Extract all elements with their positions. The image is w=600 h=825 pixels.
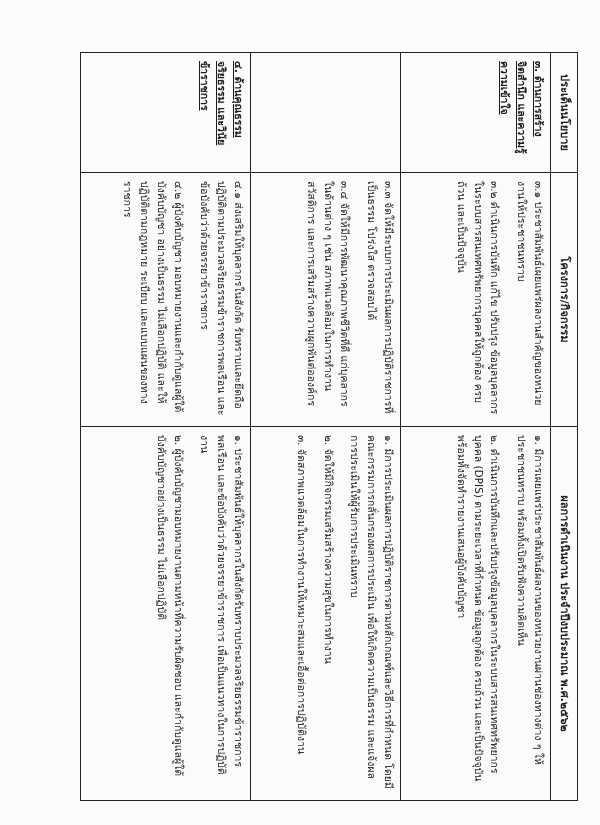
header-projects: โครงการ/กิจกรรม [551, 173, 578, 427]
table-row [251, 53, 401, 801]
rotated-table-wrapper [80, 52, 578, 800]
policy-cell [401, 53, 551, 173]
table-row [81, 53, 251, 801]
policy-cell [81, 53, 251, 173]
results-cell [81, 427, 251, 801]
projects-cell [81, 173, 251, 427]
result-item: ๑. มีการเผยแพร่ประชาสัมพันธ์ผลงานของหน่วยงานผ่านช่องทางต่าง ๆ ให้ประชาชนทราบ พร้อมทั้งเปิดรับฟังความคิดเห็น [515, 435, 544, 765]
header-policy: ประเด็นนโยบาย [551, 53, 578, 173]
project-item: ๓.๔ จัดให้มีการพัฒนาคุณภาพชีวิตที่ดี แก่บุคลากร ในด้านต่าง ๆ เช่น สภาพแวดล้อมในการทำงาน สวัสดิการ และการเสริมสร้างความผูกพันต่อองค์กร [304, 181, 351, 407]
results-cell [401, 427, 551, 801]
project-item: ๓.๑ ประชาสัมพันธ์เผยแพร่ผลงานสำคัญของหน่วยงานให้ประชาชนทราบ [515, 181, 544, 406]
projects-cell [251, 173, 401, 427]
result-item: ๓. จัดสภาพแวดล้อมในการทำงานให้เหมาะสมและเอื้อต่อการปฏิบัติงาน [294, 435, 307, 755]
result-item: ๑. ประชาสัมพันธ์ให้บุคลากรในสังกัดรับทราบประมวลจริยธรรมข้าราชการพลเรือน และข้อบังคับว่าด้วยจรรยาข้าราชการ เพื่อเป็นแนวทางในการปฏิบัติงาน [198, 435, 244, 775]
result-item: ๒. ผู้บังคับบัญชามอบหมายงานตามหน้าที่ความรับผิดชอบ และกำกับดูแลผู้ใต้บังคับบัญชาอย่างเป็นธรรม ไม่เลือกปฏิบัติ [154, 435, 184, 777]
results-cell [251, 427, 401, 801]
project-item: ๔.๒ ผู้บังคับบัญชา มอบหมายงานและกำกับดูแลผู้ใต้บังคับบัญชา อย่างเป็นธรรม ไม่เลือกปฏิบัติ และให้ปฏิบัติตามกฎหมาย ระเบียบ และแบบแผนของทางราชการ [121, 181, 184, 413]
project-item: ๓.๓ จัดให้มีระบบการประเมินผลการปฏิบัติราชการที่เป็นธรรม โปร่งใส ตรวจสอบได้ [365, 181, 394, 414]
projects-cell [401, 173, 551, 427]
result-item: ๒. จัดให้มีกิจกรรมเสริมสร้างความสุขในการทำงาน [321, 435, 334, 664]
policy-label: ๓. ด้านการสร้าง จิตสำนึก และความรู้ความเข้าใจ [498, 61, 544, 154]
project-item: ๔.๑ ส่งเสริมให้บุคลากรในสังกัด รับทราบและยึดถือปฏิบัติตามประมวลจริยธรรมข้าราชการพลเรือน และข้อบังคับว่าด้วยจรรยาข้าราชการ [198, 181, 244, 416]
result-item: ๑. มีการประเมินผลการปฏิบัติราชการตามหลักเกณฑ์และวิธีการที่กำหนด โดยมีคณะกรรมการกลั่นกรองผลการประเมิน เพื่อให้เกิดความเป็นธรรม และแจ้งผลการประเมินให้ผู้รับการประเมินทราบ [348, 435, 394, 789]
result-item: ๒. ดำเนินการบันทึกและปรับปรุงข้อมูลบุคลากรในระบบสารสนเทศทรัพยากรบุคคล (DPIS) ตามระยะเวลาที่กำหนด ข้อมูลถูกต้อง ครบถ้วน และเป็นปัจจุบัน พร้อมทั้งจัดทำรายงานเสนอผู้บังคับบัญชา [454, 435, 501, 782]
header-results: ผลการดำเนินงาน ประจำปีงบประมาณ พ.ศ.๒๕๖๒ [551, 427, 578, 801]
table-header-row [551, 53, 578, 801]
policy-cell [251, 53, 401, 173]
policy-label: ๔. ด้านคุณธรรม จริยธรรม และวินัยข้าราชการ [198, 61, 244, 146]
table-row [401, 53, 551, 801]
project-item: ๓.๒ ดำเนินการบันทึก แก้ไข ปรับปรุง ข้อมูลบุคลากรในระบบสารสนเทศทรัพยากรบุคคลให้ถูกต้อง ครบถ้วน และเป็นปัจจุบัน [454, 181, 501, 415]
policy-table [80, 52, 578, 801]
